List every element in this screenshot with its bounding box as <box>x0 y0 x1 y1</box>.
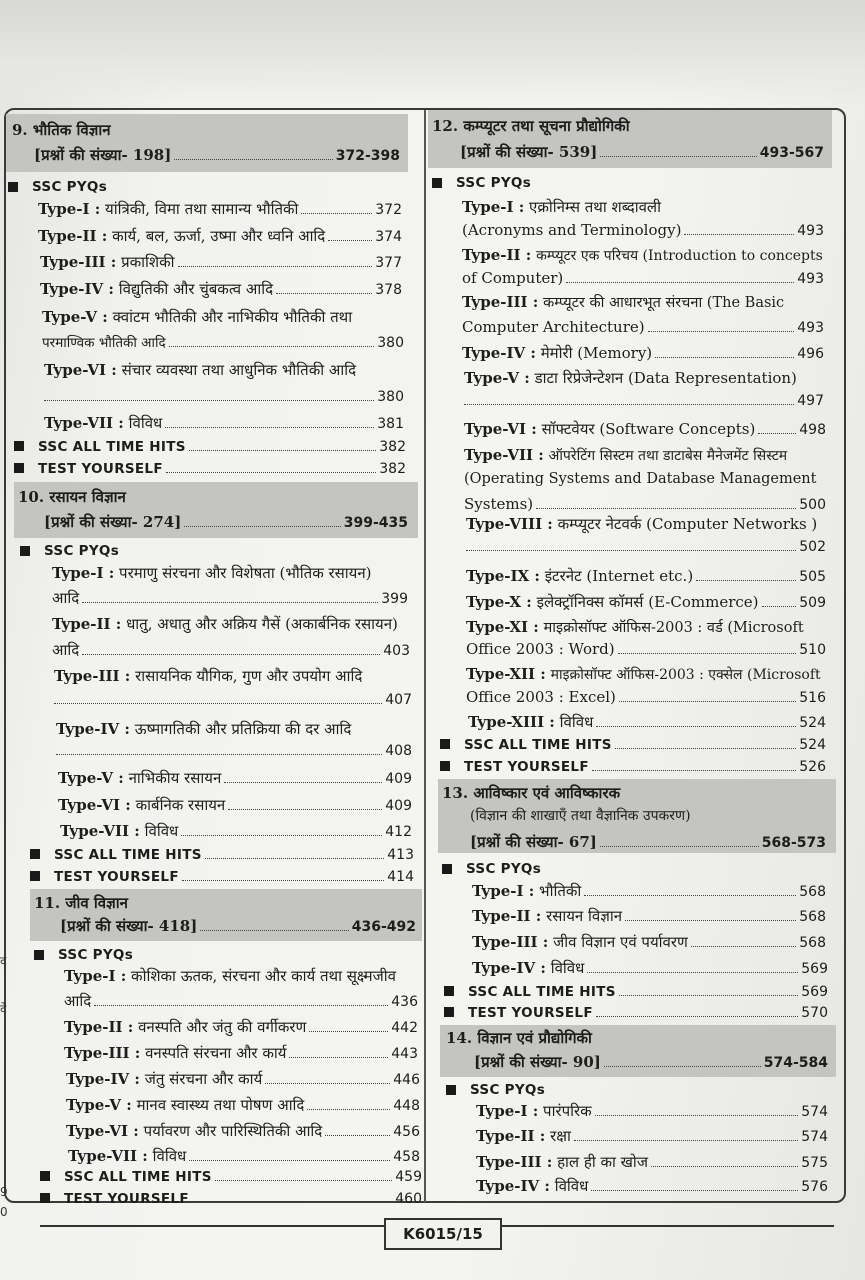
toc-entry[interactable]: Type-IV : विविध 576 <box>476 1177 828 1195</box>
test-yourself-10[interactable]: TEST YOURSELF 414 <box>30 867 414 887</box>
toc-entry-line2[interactable]: (Acronyms and Terminology) 493 <box>462 221 824 239</box>
toc-entry-line1[interactable]: Type-XII : माइक्रोसॉफ्ट ऑफिस-2003 : एक्सेल (Microsoft <box>466 665 821 683</box>
toc-entry-line1[interactable]: Type-V : डाटा रिप्रेजेन्टेशन (Data Representation) <box>464 369 797 387</box>
pyqs-label-11: SSC PYQs <box>34 944 133 965</box>
toc-entry[interactable]: Type-VI : कार्बनिक रसायन 409 <box>58 796 412 814</box>
toc-entry-line2[interactable]: 408 <box>56 741 412 761</box>
pyqs-label-13: SSC PYQs <box>442 858 541 879</box>
section-title-12: 12. कम्प्यूटर तथा सूचना प्रौद्योगिकी <box>432 117 630 135</box>
toc-entry-line2[interactable]: आदि 436 <box>64 992 418 1010</box>
toc-entry[interactable]: Type-VI : सॉफ्टवेयर (Software Concepts) 498 <box>464 420 826 438</box>
toc-entry[interactable]: Type-III : हाल ही का खोज 575 <box>476 1153 828 1171</box>
toc-entry[interactable]: Type-IV : विद्युतिकी और चुंबकत्व आदि 378 <box>40 280 402 298</box>
edge-char: 0 <box>0 1205 8 1219</box>
section-count-9: [प्रश्नों की संख्या- 198] 372-398 <box>34 146 400 164</box>
footer-rule-right <box>498 1225 834 1227</box>
all-time-hits-13[interactable]: SSC ALL TIME HITS 569 <box>444 982 828 1002</box>
section-count-12: [प्रश्नों की संख्या- 539] 493-567 <box>460 143 824 161</box>
edge-char: दे <box>0 1002 7 1016</box>
blurred-previous-page <box>0 0 865 105</box>
toc-entry-line1[interactable]: Type-VI : संचार व्यवस्था तथा आधुनिक भौतिकी आदि <box>44 361 357 379</box>
toc-entry[interactable]: Type-X : इलेक्ट्रॉनिक्स कॉमर्स (E-Commerce) 509 <box>466 593 826 611</box>
edge-char: 9 <box>0 1185 8 1199</box>
toc-entry[interactable]: Type-V : नाभिकीय रसायन 409 <box>58 769 412 787</box>
pyqs-label-12: SSC PYQs <box>432 172 531 193</box>
toc-entry-line2[interactable]: Office 2003 : Excel) 516 <box>466 688 826 706</box>
all-time-hits-9[interactable]: SSC ALL TIME HITS 382 <box>14 437 406 457</box>
toc-entry[interactable]: Type-VII : विविध 412 <box>60 822 412 840</box>
toc-entry-line2[interactable]: परमाण्विक भौतिकी आदि 380 <box>42 335 404 351</box>
pyqs-label-10: SSC PYQs <box>20 540 119 561</box>
toc-entry[interactable]: Type-IV : विविध 569 <box>472 959 828 977</box>
toc-entry-line2[interactable]: 407 <box>54 690 412 710</box>
section-count-14: [प्रश्नों की संख्या- 90] 574-584 <box>474 1053 828 1071</box>
toc-entry-line2[interactable]: of Computer) 493 <box>462 269 824 287</box>
toc-entry-line2[interactable]: आदि 399 <box>52 589 408 607</box>
toc-entry[interactable]: Type-IV : जंतु संरचना और कार्य 446 <box>66 1070 420 1088</box>
toc-entry-line2[interactable]: 380 <box>44 387 404 407</box>
toc-entry-line2[interactable]: (Operating Systems and Database Management <box>464 471 817 487</box>
toc-entry[interactable]: Type-I : पारंपरिक 574 <box>476 1102 828 1120</box>
toc-entry[interactable]: Type-IX : इंटरनेट (Internet etc.) 505 <box>466 567 826 585</box>
toc-entry[interactable]: Type-II : वनस्पति और जंतु की वर्गीकरण 442 <box>64 1018 418 1036</box>
pyqs-label-14: SSC PYQs <box>446 1079 545 1100</box>
toc-entry-line2[interactable]: 502 <box>466 537 826 557</box>
test-yourself-12[interactable]: TEST YOURSELF 526 <box>440 757 826 777</box>
bullet-icon <box>8 182 18 192</box>
section-subtitle-13: (विज्ञान की शाखाएँ तथा वैज्ञानिक उपकरण) <box>470 808 691 824</box>
toc-entry-line2[interactable]: आदि 403 <box>52 641 410 659</box>
section-count-13: [प्रश्नों की संख्या- 67] 568-573 <box>470 833 826 851</box>
toc-entry-line1[interactable]: Type-I : एक्रोनिम्स तथा शब्दावली <box>462 198 661 216</box>
toc-entry-line2[interactable]: 497 <box>464 391 824 411</box>
pyqs-label-9: SSC PYQs <box>8 176 107 197</box>
toc-entry[interactable]: Type-IV : मेमोरी (Memory) 496 <box>462 344 824 362</box>
toc-entry-line2[interactable]: Computer Architecture) 493 <box>462 318 824 336</box>
toc-entry[interactable]: Type-II : कार्य, बल, ऊर्जा, उष्मा और ध्वनि आदि 374 <box>38 227 402 245</box>
toc-entry-line1[interactable]: Type-I : कोशिका ऊतक, संरचना और कार्य तथा सूक्ष्मजीव <box>64 967 396 985</box>
all-time-hits-10[interactable]: SSC ALL TIME HITS 413 <box>30 845 414 865</box>
page-code: K6015/15 <box>384 1218 502 1250</box>
toc-entry-line1[interactable]: Type-XI : माइक्रोसॉफ्ट ऑफिस-2003 : वर्ड (Microsoft <box>466 618 804 636</box>
toc-entry-line1[interactable]: Type-V : क्वांटम भौतिकी और नाभिकीय भौतिकी तथा <box>42 308 353 326</box>
section-title-11: 11. जीव विज्ञान <box>34 894 128 912</box>
toc-entry-line2[interactable]: Office 2003 : Word) 510 <box>466 640 826 658</box>
column-divider <box>424 110 426 1202</box>
test-yourself-9[interactable]: TEST YOURSELF 382 <box>14 459 406 479</box>
toc-entry[interactable]: Type-V : मानव स्वास्थ्य तथा पोषण आदि 448 <box>66 1096 420 1114</box>
toc-entry-line1[interactable]: Type-II : कम्प्यूटर एक परिचय (Introduction to concepts <box>462 246 823 264</box>
toc-entry[interactable]: Type-VII : विविध 381 <box>44 414 404 432</box>
section-title-9: 9. भौतिक विज्ञान <box>12 121 111 139</box>
toc-entry-line1[interactable]: Type-I : परमाणु संरचना और विशेषता (भौतिक रसायन) <box>52 564 372 582</box>
toc-entry[interactable]: Type-I : भौतिकी 568 <box>472 882 826 900</box>
toc-entry-line1[interactable]: Type-VII : ऑपरेटिंग सिस्टम तथा डाटाबेस मैनेजमेंट सिस्टम <box>464 446 788 464</box>
toc-entry-line1[interactable]: Type-II : धातु, अधातु और अक्रिय गैसें (अकार्बनिक रसायन) <box>52 615 398 633</box>
all-time-hits-12[interactable]: SSC ALL TIME HITS 524 <box>440 735 826 755</box>
section-title-13: 13. आविष्कार एवं आविष्कारक <box>442 784 621 802</box>
toc-entry-line1[interactable]: Type-III : कम्प्यूटर की आधारभूत संरचना (The Basic <box>462 293 785 311</box>
toc-entry[interactable]: Type-III : वनस्पति संरचना और कार्य 443 <box>64 1044 418 1062</box>
edge-char: द <box>0 954 7 968</box>
all-time-hits-11[interactable]: SSC ALL TIME HITS 459 <box>40 1167 422 1187</box>
toc-entry[interactable]: Type-VII : विविध 458 <box>68 1147 420 1165</box>
section-count-11: [प्रश्नों की संख्या- 418] 436-492 <box>60 917 416 935</box>
footer-rule-left <box>40 1225 384 1227</box>
toc-entry-line1[interactable]: Type-III : रासायनिक यौगिक, गुण और उपयोग आदि <box>54 667 363 685</box>
toc-entry-line1[interactable]: Type-IV : ऊष्मागतिकी और प्रतिक्रिया की दर आदि <box>56 720 352 738</box>
test-yourself-11[interactable]: TEST YOURSELF 460 <box>40 1189 422 1209</box>
toc-entry-line3[interactable]: Systems) 500 <box>464 495 826 513</box>
toc-entry[interactable]: Type-III : प्रकाशिकी 377 <box>40 253 402 271</box>
section-count-10: [प्रश्नों की संख्या- 274] 399-435 <box>44 513 408 531</box>
toc-entry[interactable]: Type-VI : पर्यावरण और पारिस्थितिकी आदि 456 <box>66 1122 420 1140</box>
test-yourself-13[interactable]: TEST YOURSELF 570 <box>444 1003 828 1023</box>
section-title-10: 10. रसायन विज्ञान <box>18 488 126 506</box>
toc-entry[interactable]: Type-I : यांत्रिकी, विमा तथा सामान्य भौतिकी 372 <box>38 200 402 218</box>
toc-entry[interactable]: Type-XIII : विविध 524 <box>468 713 826 731</box>
toc-entry-line1[interactable]: Type-VIII : कम्प्यूटर नेटवर्क (Computer Networks ) <box>466 515 818 533</box>
toc-entry[interactable]: Type-III : जीव विज्ञान एवं पर्यावरण 568 <box>472 933 826 951</box>
toc-entry[interactable]: Type-II : रक्षा 574 <box>476 1127 828 1145</box>
toc-entry[interactable]: Type-II : रसायन विज्ञान 568 <box>472 907 826 925</box>
section-title-14: 14. विज्ञान एवं प्रौद्योगिकी <box>446 1029 592 1047</box>
